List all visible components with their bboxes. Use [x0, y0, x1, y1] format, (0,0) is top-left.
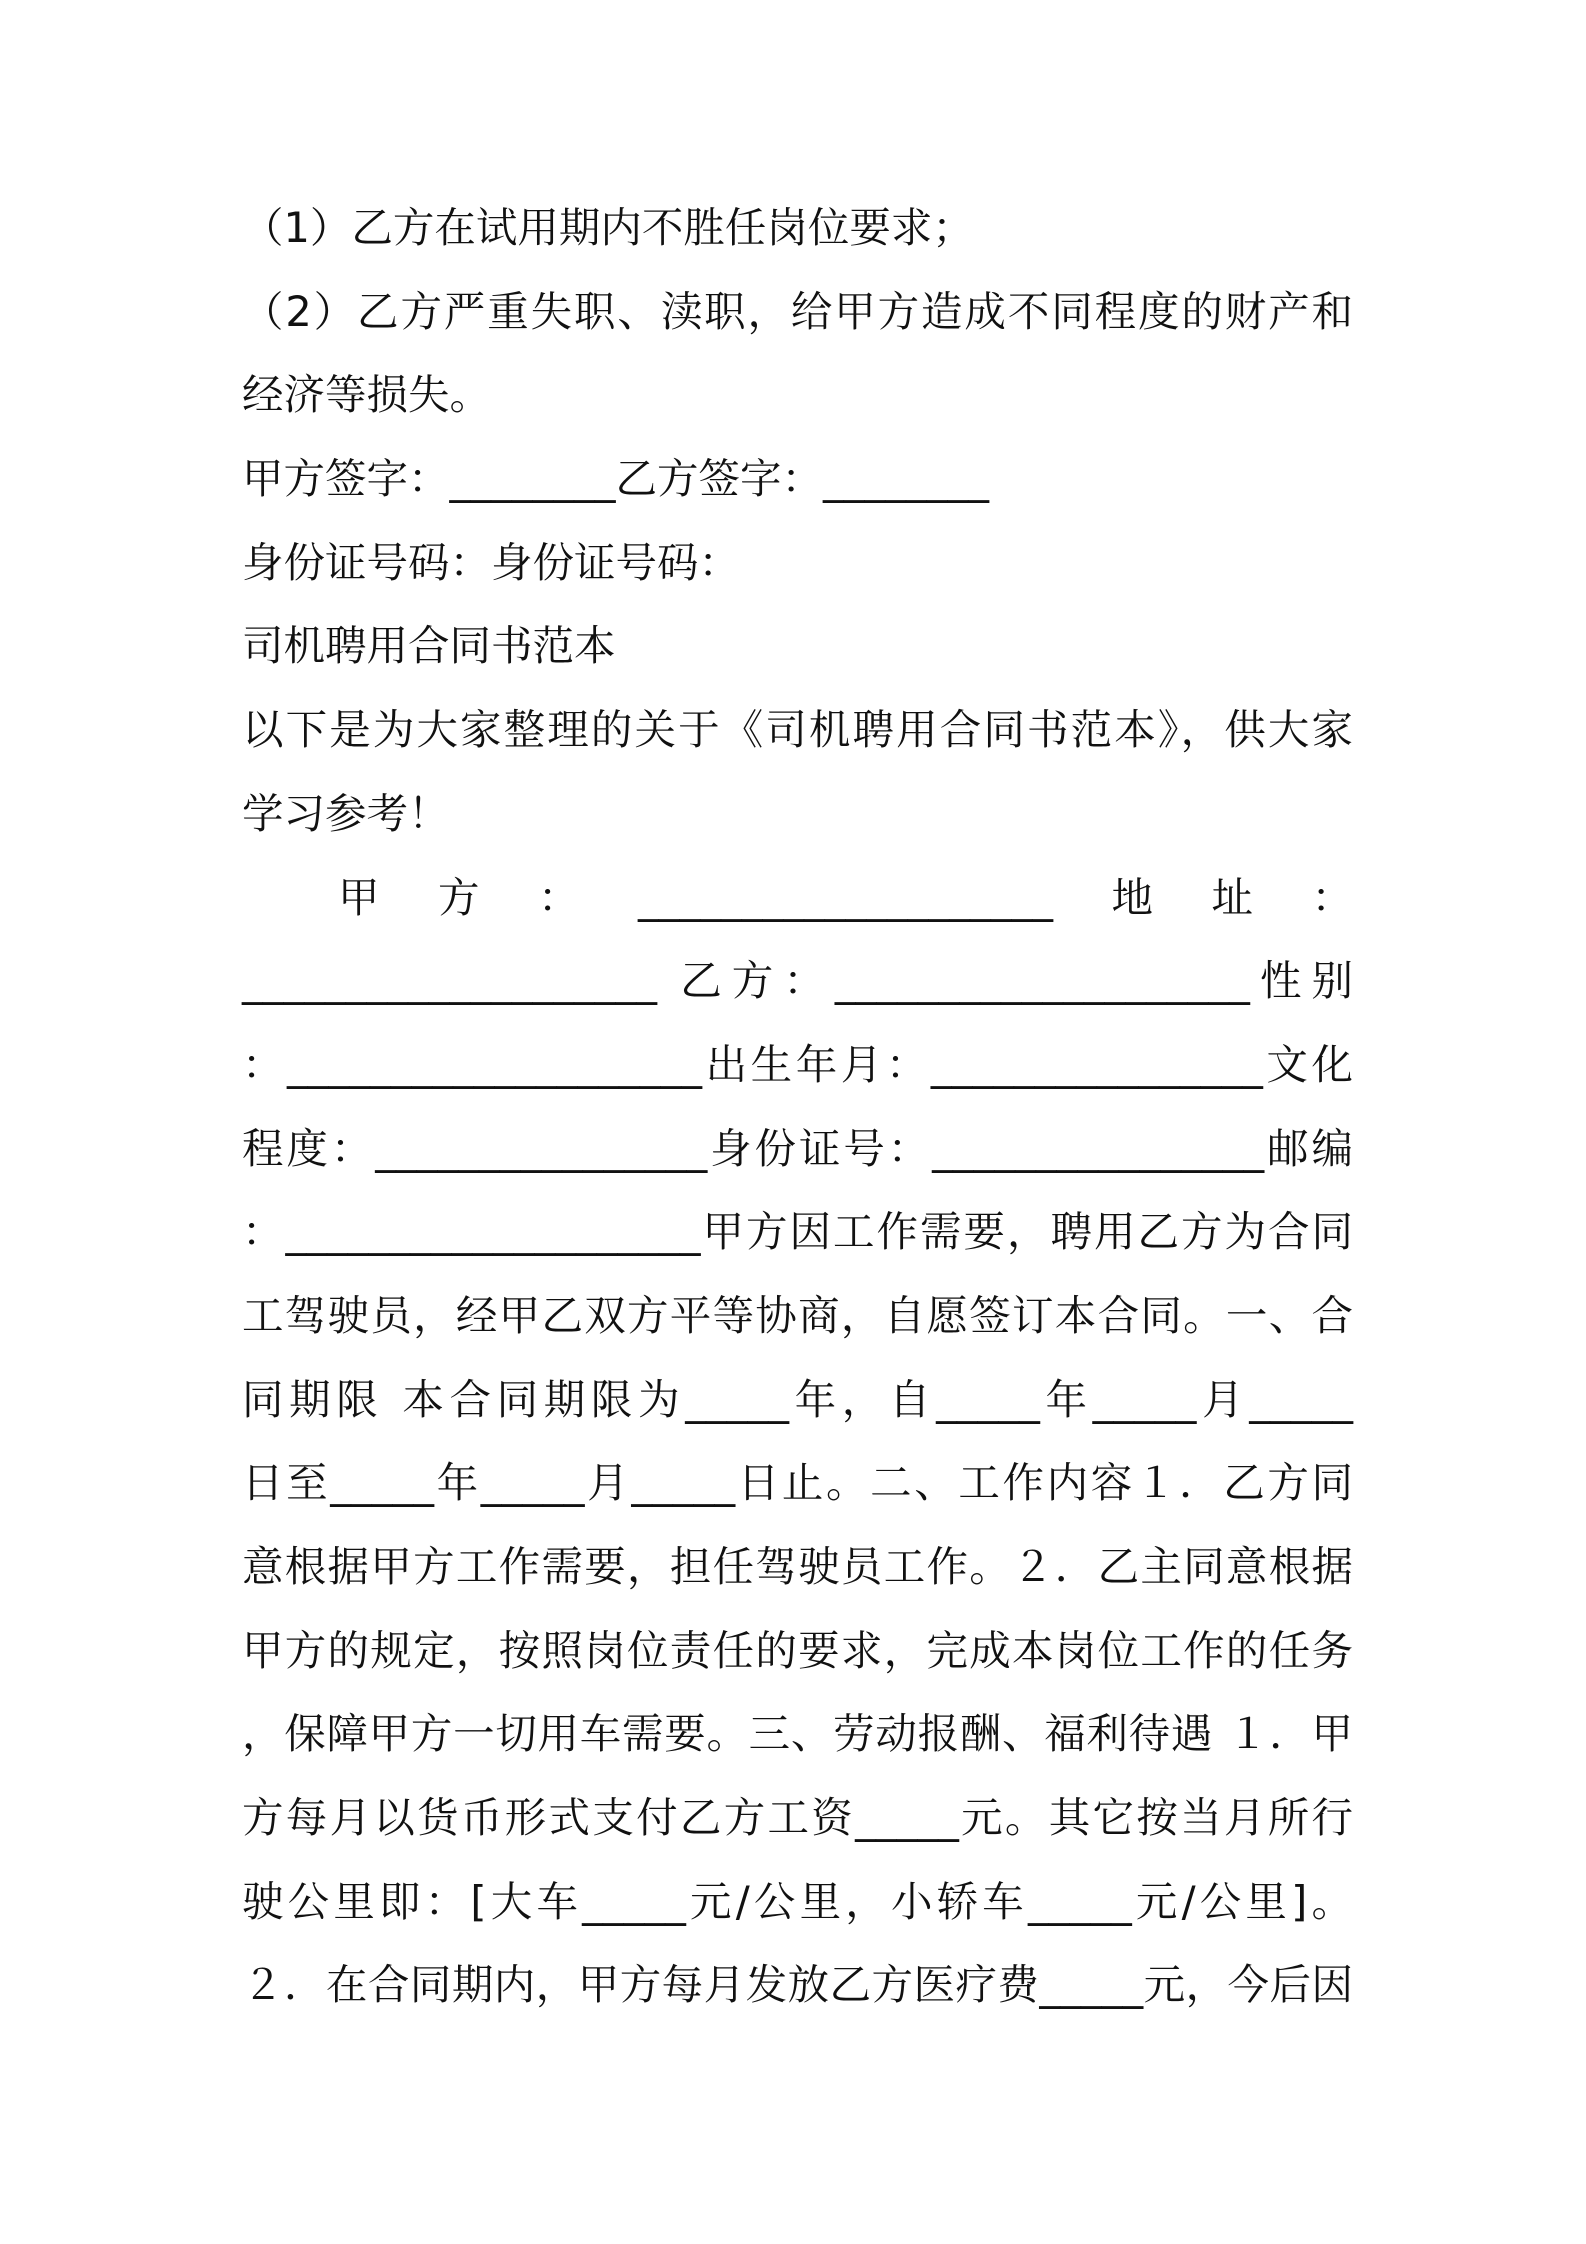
body-text-line: 驶公里即：[大车_____元/公里，小轿车_____元/公里]。 [242, 1876, 1353, 1926]
intro-line-2: 学习参考！ [242, 788, 450, 838]
clause-2-line-2: 经济等损失。 [242, 370, 492, 420]
body-text-line: 工驾驶员，经甲乙双方平等协商，自愿签订本合同。一、合 [242, 1290, 1353, 1340]
party-a-address-line: 甲方：____________________地址： [338, 872, 1353, 922]
body-text-line: 甲方的规定，按照岗位责任的要求，完成本岗位工作的任务 [242, 1625, 1353, 1675]
document-text [242, 186, 1353, 2027]
body-text-line: ____________________ 乙方：____________________性别 [242, 956, 1353, 1006]
body-text-line: ，保障甲方一切用车需要。三、劳动报酬、福利待遇 １．甲 [242, 1709, 1353, 1759]
intro-line-1: 以下是为大家整理的关于《司机聘用合同书范本》，供大家 [242, 705, 1353, 755]
body-text-line: 程度：________________身份证号：________________邮编 [242, 1123, 1353, 1173]
body-text-line: 同期限 本合同期限为_____年，自_____年_____月_____ [242, 1374, 1353, 1424]
body-text-line: 方每月以货币形式支付乙方工资_____元。其它按当月所行 [242, 1793, 1353, 1843]
signature-line: 甲方签字：________乙方签字：________ [242, 454, 990, 504]
body-text-line: ２．在合同期内，甲方每月发放乙方医疗费_____元，今后因 [242, 1960, 1353, 2010]
clause-1-line: （1）乙方在试用期内不胜任岗位要求； [242, 203, 974, 252]
clause-2-line-1: （2）乙方严重失职、渎职，给甲方造成不同程度的财产和 [242, 286, 1353, 336]
body-text-line: 日至_____年_____月_____日止。二、工作内容１．乙方同 [242, 1458, 1353, 1508]
article-title: 司机聘用合同书范本 [242, 621, 616, 671]
body-text-line: 意根据甲方工作需要，担任驾驶员工作。２．乙主同意根据 [242, 1542, 1353, 1591]
body-text-line: ：____________________出生年月：________________文化 [242, 1039, 1353, 1089]
body-text-line: ：____________________甲方因工作需要，聘用乙方为合同 [242, 1207, 1353, 1257]
id-number-line: 身份证号码：身份证号码： [242, 537, 741, 587]
